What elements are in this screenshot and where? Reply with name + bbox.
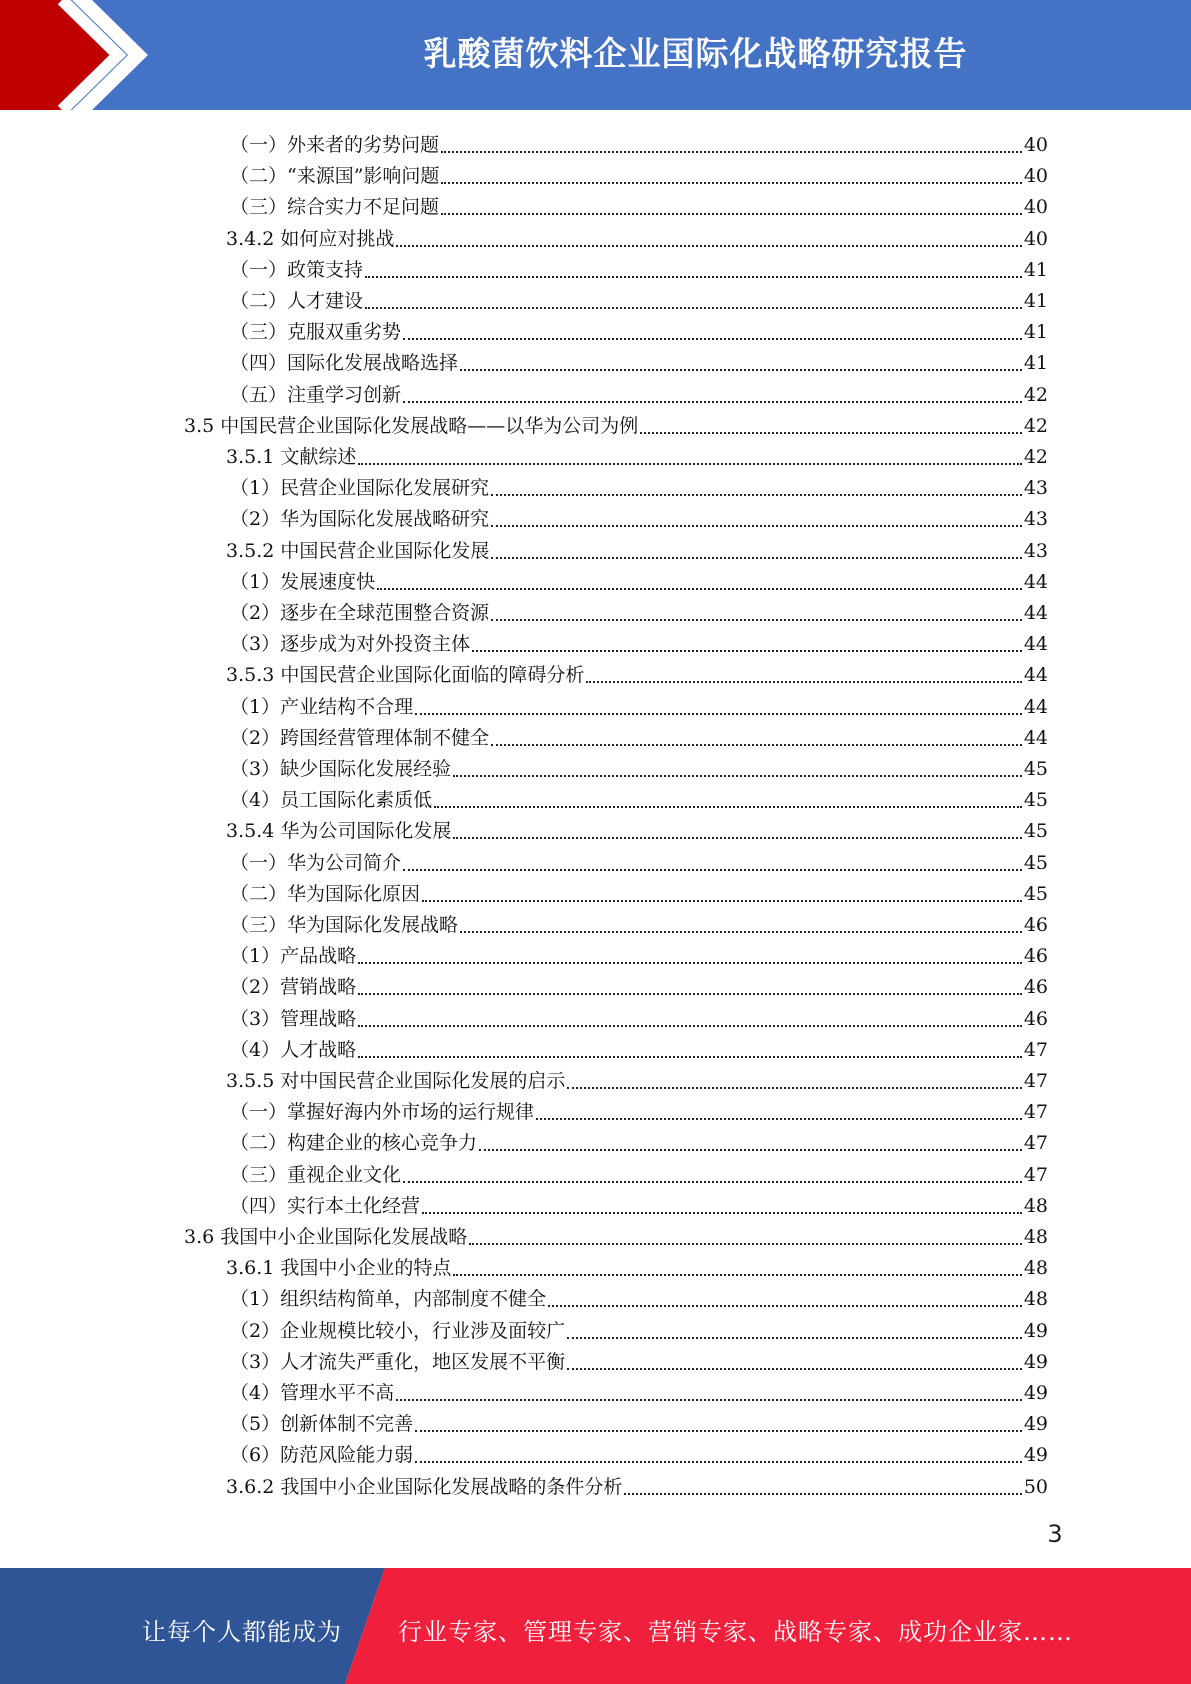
toc-dot-leader [460, 931, 1022, 933]
toc-entry-label: （三）综合实力不足问题 [230, 196, 440, 219]
toc-entry-label: （2）逐步在全球范围整合资源 [230, 602, 490, 624]
toc-entry-page: 40 [1023, 227, 1048, 250]
toc-dot-leader [358, 962, 1022, 964]
footer-slogan-left: 让每个人都能成为 [142, 1618, 342, 1646]
toc-dot-leader [586, 681, 1021, 683]
toc-entry-label: （4）员工国际化素质低 [230, 789, 433, 812]
toc-dot-leader [403, 401, 1022, 403]
toc-entry-label: 3.5.5 对中国民营企业国际化发展的启示 [226, 1070, 566, 1092]
toc-entry-page: 45 [1023, 789, 1048, 812]
toc-entry[interactable] [230, 1343, 1048, 1374]
toc-entry-page: 46 [1023, 976, 1048, 999]
toc-entry-page: 46 [1023, 1007, 1048, 1030]
toc-dot-leader [640, 432, 1022, 434]
toc-entry-page: 47 [1023, 1070, 1048, 1092]
toc-entry[interactable] [230, 1374, 1048, 1405]
toc-entry-page: 43 [1023, 539, 1048, 562]
toc-entry-page: 49 [1023, 1413, 1048, 1436]
toc-dot-leader [396, 1399, 1022, 1401]
toc-dot-leader [479, 1149, 1022, 1151]
toc-entry[interactable] [226, 220, 1048, 251]
toc-dot-leader [415, 1430, 1022, 1432]
toc-entry[interactable] [226, 812, 1048, 843]
toc-entry-page: 42 [1023, 383, 1048, 406]
toc-entry-label: （一）政策支持 [230, 258, 364, 281]
toc-entry-page: 45 [1023, 820, 1048, 843]
toc-entry-label: （一）外来者的劣势问题 [230, 134, 440, 156]
toc-entry-page: 44 [1023, 570, 1048, 593]
toc-dot-leader [441, 182, 1021, 184]
toc-entry-page: 44 [1023, 695, 1048, 718]
page-number: 3 [1047, 1520, 1063, 1548]
toc-entry-label: （四）实行本土化经营 [230, 1194, 421, 1217]
toc-dot-leader [434, 806, 1022, 808]
toc-entry-page: 50 [1023, 1475, 1048, 1498]
toc-entry[interactable] [230, 563, 1048, 594]
toc-entry-label: （一）华为公司简介 [230, 851, 402, 874]
toc-dot-leader [567, 1087, 1021, 1089]
report-title: 乳酸菌饮料企业国际化战略研究报告 [423, 34, 968, 73]
chevron-arrow-icon [0, 0, 160, 110]
page-header [0, 0, 1191, 110]
toc-entry[interactable] [230, 344, 1048, 375]
toc-entry[interactable] [230, 1405, 1048, 1436]
toc-dot-leader [377, 588, 1022, 590]
toc-entry-label: （1）发展速度快 [230, 570, 376, 593]
toc-entry-label: （二）“来源国”影响问题 [230, 165, 440, 188]
toc-dot-leader [358, 993, 1022, 995]
toc-dot-leader [365, 276, 1022, 278]
toc-entry-page: 45 [1023, 882, 1048, 905]
toc-dot-leader [441, 213, 1022, 215]
toc-entry[interactable] [230, 1187, 1048, 1218]
toc-entry-label: （五）注重学习创新 [230, 383, 402, 406]
toc-dot-leader [491, 557, 1021, 559]
toc-entry-page: 41 [1023, 352, 1048, 375]
toc-entry[interactable] [226, 1062, 1048, 1093]
toc-entry[interactable] [230, 376, 1048, 407]
toc-entry-label: （1）产业结构不合理 [230, 695, 414, 718]
toc-entry-label: （2）企业规模比较小，行业涉及面较广 [230, 1319, 566, 1342]
toc-entry-page: 41 [1023, 290, 1048, 312]
toc-entry-label: （二）华为国际化原因 [230, 882, 421, 905]
toc-entry[interactable] [230, 719, 1048, 750]
toc-entry[interactable] [230, 251, 1048, 282]
toc-entry[interactable] [230, 188, 1048, 219]
toc-entry-label: （2）跨国经营管理体制不健全 [230, 726, 490, 749]
toc-entry-label: 3.4.2 如何应对挑战 [226, 227, 395, 250]
toc-entry[interactable] [230, 844, 1048, 875]
toc-dot-leader [403, 338, 1022, 340]
toc-entry-label: 3.6.2 我国中小企业国际化发展战略的条件分析 [226, 1475, 623, 1498]
toc-entry[interactable] [230, 625, 1048, 656]
toc-entry[interactable] [226, 1468, 1048, 1499]
toc-entry-page: 43 [1023, 508, 1048, 531]
toc-dot-leader [460, 369, 1022, 371]
toc-entry-label: （3）缺少国际化发展经验 [230, 758, 452, 780]
toc-entry-label: （4）管理水平不高 [230, 1382, 395, 1404]
toc-entry[interactable] [230, 906, 1048, 937]
toc-entry[interactable] [230, 1436, 1048, 1467]
toc-entry-label: 3.6.1 我国中小企业的特点 [226, 1257, 452, 1280]
toc-dot-leader [441, 151, 1022, 153]
toc-dot-leader [453, 837, 1021, 839]
toc-entry-label: 3.5.2 中国民营企业国际化发展 [226, 539, 490, 562]
toc-entry-label: （3）管理战略 [230, 1007, 357, 1030]
toc-entry[interactable] [230, 1312, 1048, 1343]
toc-entry[interactable] [230, 688, 1048, 719]
toc-entry-page: 49 [1023, 1350, 1048, 1373]
toc-dot-leader [422, 900, 1022, 902]
toc-entry[interactable] [230, 1156, 1048, 1187]
toc-entry-page: 44 [1023, 726, 1048, 749]
toc-entry-page: 44 [1023, 633, 1048, 656]
toc-entry-label: （三）华为国际化发展战略 [230, 914, 459, 936]
toc-entry[interactable] [230, 750, 1048, 781]
toc-entry-page: 44 [1023, 664, 1048, 687]
toc-entry[interactable] [230, 282, 1048, 313]
toc-entry-page: 47 [1023, 1132, 1048, 1155]
toc-entry-label: （二）人才建设 [230, 290, 364, 312]
toc-entry-page: 47 [1023, 1038, 1048, 1061]
footer-slogan-right: 行业专家、管理专家、营销专家、战略专家、成功企业家…… [398, 1618, 1073, 1646]
toc-entry-label: （3）逐步成为对外投资主体 [230, 633, 471, 656]
toc-dot-leader [472, 650, 1022, 652]
toc-entry-label: （3）人才流失严重化，地区发展不平衡 [230, 1350, 566, 1373]
toc-entry[interactable] [230, 1124, 1048, 1155]
toc-entry-page: 41 [1023, 321, 1048, 344]
toc-entry[interactable] [230, 594, 1048, 625]
toc-entry-page: 40 [1023, 165, 1048, 188]
toc-entry-page: 42 [1023, 446, 1048, 468]
toc-entry-label: （一）掌握好海内外市场的运行规律 [230, 1101, 535, 1124]
toc-entry-page: 41 [1023, 258, 1048, 281]
toc-dot-leader [365, 307, 1022, 309]
toc-entry-page: 47 [1023, 1101, 1048, 1124]
toc-entry-page: 48 [1023, 1257, 1048, 1280]
toc-entry-label: （2）营销战略 [230, 976, 357, 999]
toc-entry-page: 49 [1023, 1319, 1048, 1342]
toc-entry-page: 48 [1023, 1288, 1048, 1311]
toc-entry-page: 49 [1023, 1444, 1048, 1467]
toc-dot-leader [453, 775, 1022, 777]
toc-entry-label: （1）组织结构简单，内部制度不健全 [230, 1288, 547, 1311]
toc-entry-page: 48 [1023, 1226, 1048, 1248]
toc-entry-label: 3.6 我国中小企业国际化发展战略 [184, 1226, 468, 1248]
toc-dot-leader [358, 1025, 1022, 1027]
toc-entry[interactable] [230, 1280, 1048, 1311]
toc-entry-page: 45 [1023, 851, 1048, 874]
toc-entry-label: 3.5.3 中国民营企业国际化面临的障碍分析 [226, 664, 585, 687]
toc-dot-leader [624, 1493, 1021, 1495]
toc-entry[interactable] [226, 656, 1048, 687]
toc-entry-label: （三）克服双重劣势 [230, 321, 402, 344]
toc-entry-label: 3.5.1 文献综述 [226, 446, 357, 468]
toc-entry-label: （三）重视企业文化 [230, 1163, 402, 1186]
toc-dot-leader [422, 1212, 1022, 1214]
toc-entry-label: （6）防范风险能力弱 [230, 1444, 414, 1467]
toc-entry-page: 40 [1023, 134, 1048, 156]
toc-entry-page: 45 [1023, 758, 1048, 780]
toc-entry[interactable] [230, 126, 1048, 157]
toc-entry[interactable] [226, 438, 1048, 469]
toc-entry[interactable] [230, 469, 1048, 500]
toc-entry[interactable] [230, 968, 1048, 999]
toc-entry-page: 42 [1023, 414, 1048, 437]
toc-entry[interactable] [230, 313, 1048, 344]
toc-entry[interactable] [230, 157, 1048, 188]
toc-dot-leader [358, 463, 1021, 465]
toc-dot-leader [491, 619, 1022, 621]
toc-dot-leader [358, 1056, 1022, 1058]
toc-entry-page: 44 [1023, 602, 1048, 624]
toc-entry[interactable] [230, 1000, 1048, 1031]
toc-dot-leader [567, 1337, 1022, 1339]
toc-dot-leader [491, 494, 1022, 496]
toc-entry-page: 46 [1023, 945, 1048, 968]
toc-entry-page: 43 [1023, 477, 1048, 500]
toc-entry-label: （2）华为国际化发展战略研究 [230, 508, 490, 531]
toc-dot-leader [415, 713, 1022, 715]
toc-entry-page: 46 [1023, 914, 1048, 936]
toc-entry-label: （1）产品战略 [230, 945, 357, 968]
toc-dot-leader [491, 525, 1022, 527]
toc-entry-label: （5）创新体制不完善 [230, 1413, 414, 1436]
toc-entry[interactable] [230, 875, 1048, 906]
toc-entry[interactable] [184, 1218, 1048, 1249]
toc-dot-leader [491, 744, 1022, 746]
toc-entry[interactable] [230, 781, 1048, 812]
toc-entry-label: （1）民营企业国际化发展研究 [230, 477, 490, 500]
toc-dot-leader [548, 1305, 1022, 1307]
toc-entry-label: 3.5.4 华为公司国际化发展 [226, 820, 452, 843]
toc-entry[interactable] [230, 937, 1048, 968]
toc-entry-page: 47 [1023, 1163, 1048, 1186]
toc-dot-leader [403, 869, 1022, 871]
toc-dot-leader [403, 1181, 1022, 1183]
toc-entry-label: （4）人才战略 [230, 1038, 357, 1061]
toc-entry-label: （二）构建企业的核心竞争力 [230, 1132, 478, 1155]
toc-dot-leader [415, 1461, 1022, 1463]
toc-entry-label: 3.5 中国民营企业国际化发展战略——以华为公司为例 [184, 414, 639, 437]
toc-entry[interactable] [226, 532, 1048, 563]
page-footer [0, 1568, 1191, 1684]
toc-entry[interactable] [226, 1249, 1048, 1280]
toc-entry-page: 48 [1023, 1194, 1048, 1217]
toc-dot-leader [469, 1243, 1022, 1245]
toc-entry-page: 40 [1023, 196, 1048, 219]
toc-entry[interactable] [230, 500, 1048, 531]
toc-entry[interactable] [230, 1031, 1048, 1062]
toc-entry[interactable] [184, 407, 1048, 438]
toc-dot-leader [453, 1274, 1021, 1276]
toc-entry[interactable] [230, 1093, 1048, 1124]
toc-dot-leader [536, 1118, 1022, 1120]
toc-entry-page: 49 [1023, 1382, 1048, 1404]
toc-entry-label: （四）国际化发展战略选择 [230, 352, 459, 375]
toc-dot-leader [396, 245, 1021, 247]
toc-dot-leader [567, 1368, 1022, 1370]
